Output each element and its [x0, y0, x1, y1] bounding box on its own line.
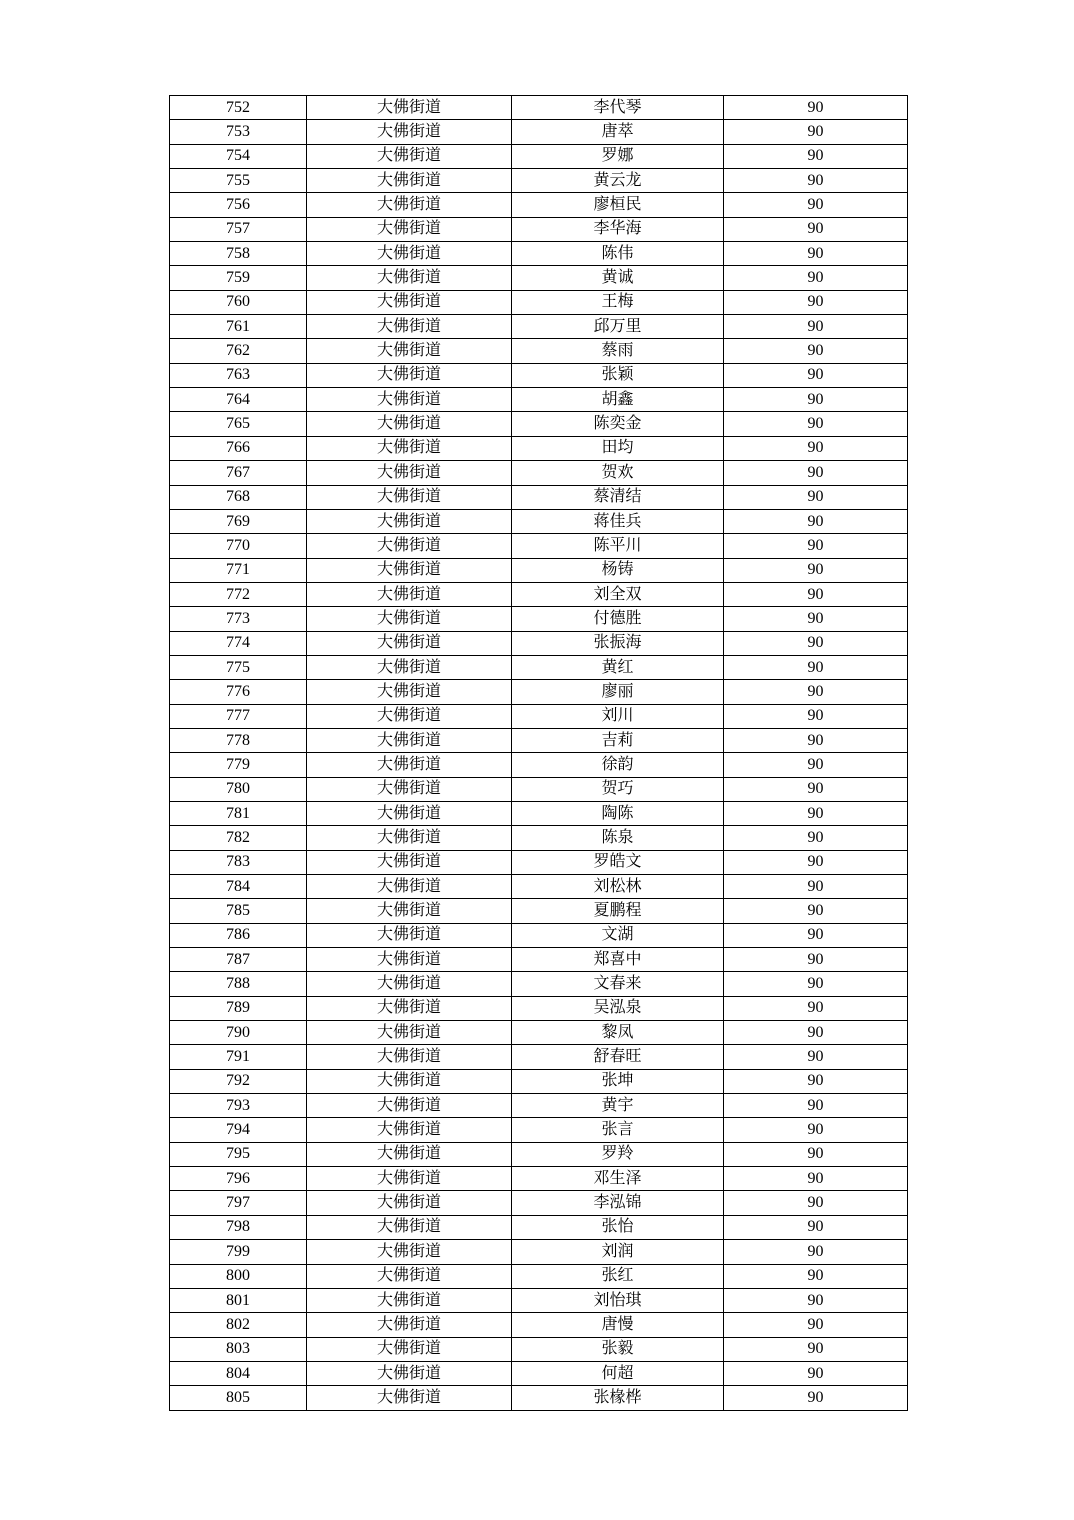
- cell-name: 唐萃: [512, 120, 724, 144]
- cell-serial-number: 787: [170, 948, 307, 972]
- cell-name: 罗娜: [512, 144, 724, 168]
- cell-name: 李华海: [512, 217, 724, 241]
- cell-serial-number: 757: [170, 217, 307, 241]
- table-row: [170, 217, 908, 241]
- cell-score: 90: [724, 1288, 908, 1312]
- table-row: [170, 509, 908, 533]
- cell-score: 90: [724, 193, 908, 217]
- cell-name: 李泓锦: [512, 1191, 724, 1215]
- cell-street: 大佛街道: [307, 923, 512, 947]
- cell-name: 张言: [512, 1118, 724, 1142]
- table-row: [170, 582, 908, 606]
- cell-score: 90: [724, 485, 908, 509]
- table-row: [170, 144, 908, 168]
- cell-serial-number: 778: [170, 728, 307, 752]
- cell-score: 90: [724, 777, 908, 801]
- table-row: [170, 1386, 908, 1410]
- cell-score: 90: [724, 363, 908, 387]
- table-row: [170, 1191, 908, 1215]
- table-row: [170, 1045, 908, 1069]
- table-row: [170, 266, 908, 290]
- table-row: [170, 607, 908, 631]
- cell-name: 刘全双: [512, 582, 724, 606]
- cell-serial-number: 784: [170, 875, 307, 899]
- cell-name: 刘川: [512, 704, 724, 728]
- cell-score: 90: [724, 461, 908, 485]
- cell-name: 张毅: [512, 1337, 724, 1361]
- cell-serial-number: 802: [170, 1313, 307, 1337]
- cell-score: 90: [724, 728, 908, 752]
- cell-name: 陶陈: [512, 801, 724, 825]
- cell-score: 90: [724, 680, 908, 704]
- roster-table: [169, 95, 908, 1411]
- table-row: [170, 96, 908, 120]
- cell-serial-number: 755: [170, 169, 307, 193]
- cell-street: 大佛街道: [307, 607, 512, 631]
- cell-street: 大佛街道: [307, 242, 512, 266]
- cell-name: 廖桓民: [512, 193, 724, 217]
- cell-name: 唐慢: [512, 1313, 724, 1337]
- cell-name: 贺欢: [512, 461, 724, 485]
- cell-name: 贺巧: [512, 777, 724, 801]
- cell-serial-number: 775: [170, 655, 307, 679]
- cell-name: 郑喜中: [512, 948, 724, 972]
- cell-score: 90: [724, 1386, 908, 1410]
- cell-street: 大佛街道: [307, 339, 512, 363]
- cell-street: 大佛街道: [307, 777, 512, 801]
- cell-score: 90: [724, 972, 908, 996]
- table-row: [170, 412, 908, 436]
- cell-score: 90: [724, 631, 908, 655]
- cell-name: 陈伟: [512, 242, 724, 266]
- table-row: [170, 826, 908, 850]
- cell-street: 大佛街道: [307, 217, 512, 241]
- cell-name: 黄宇: [512, 1094, 724, 1118]
- cell-street: 大佛街道: [307, 899, 512, 923]
- table-row: [170, 388, 908, 412]
- cell-street: 大佛街道: [307, 412, 512, 436]
- cell-street: 大佛街道: [307, 1215, 512, 1239]
- cell-street: 大佛街道: [307, 1337, 512, 1361]
- cell-street: 大佛街道: [307, 436, 512, 460]
- cell-street: 大佛街道: [307, 826, 512, 850]
- table-row: [170, 193, 908, 217]
- table-row: [170, 290, 908, 314]
- cell-serial-number: 756: [170, 193, 307, 217]
- table-row: [170, 485, 908, 509]
- cell-score: 90: [724, 1191, 908, 1215]
- table-row: [170, 169, 908, 193]
- table-row: [170, 1167, 908, 1191]
- cell-name: 付德胜: [512, 607, 724, 631]
- cell-score: 90: [724, 436, 908, 460]
- table-row: [170, 948, 908, 972]
- table-row: [170, 655, 908, 679]
- cell-name: 刘润: [512, 1240, 724, 1264]
- cell-street: 大佛街道: [307, 485, 512, 509]
- cell-street: 大佛街道: [307, 120, 512, 144]
- cell-serial-number: 794: [170, 1118, 307, 1142]
- table-row: [170, 1337, 908, 1361]
- cell-serial-number: 805: [170, 1386, 307, 1410]
- cell-name: 胡鑫: [512, 388, 724, 412]
- cell-score: 90: [724, 169, 908, 193]
- cell-score: 90: [724, 217, 908, 241]
- cell-score: 90: [724, 875, 908, 899]
- cell-street: 大佛街道: [307, 655, 512, 679]
- cell-street: 大佛街道: [307, 193, 512, 217]
- cell-serial-number: 785: [170, 899, 307, 923]
- cell-street: 大佛街道: [307, 1386, 512, 1410]
- table-row: [170, 801, 908, 825]
- cell-score: 90: [724, 266, 908, 290]
- table-row: [170, 1313, 908, 1337]
- cell-street: 大佛街道: [307, 363, 512, 387]
- cell-serial-number: 754: [170, 144, 307, 168]
- cell-name: 张振海: [512, 631, 724, 655]
- cell-name: 刘怡琪: [512, 1288, 724, 1312]
- cell-street: 大佛街道: [307, 388, 512, 412]
- cell-street: 大佛街道: [307, 728, 512, 752]
- cell-street: 大佛街道: [307, 1288, 512, 1312]
- cell-street: 大佛街道: [307, 1361, 512, 1385]
- cell-street: 大佛街道: [307, 144, 512, 168]
- table-row: [170, 875, 908, 899]
- cell-score: 90: [724, 655, 908, 679]
- cell-name: 邱万里: [512, 315, 724, 339]
- table-row: [170, 1021, 908, 1045]
- cell-name: 罗皓文: [512, 850, 724, 874]
- cell-score: 90: [724, 558, 908, 582]
- cell-street: 大佛街道: [307, 1069, 512, 1093]
- cell-name: 陈泉: [512, 826, 724, 850]
- cell-score: 90: [724, 242, 908, 266]
- table-row: [170, 461, 908, 485]
- cell-name: 陈奕金: [512, 412, 724, 436]
- table-row: [170, 558, 908, 582]
- cell-serial-number: 753: [170, 120, 307, 144]
- cell-name: 黄诚: [512, 266, 724, 290]
- table-row: [170, 850, 908, 874]
- cell-name: 张坤: [512, 1069, 724, 1093]
- cell-name: 文湖: [512, 923, 724, 947]
- cell-score: 90: [724, 412, 908, 436]
- cell-serial-number: 768: [170, 485, 307, 509]
- cell-serial-number: 783: [170, 850, 307, 874]
- cell-serial-number: 798: [170, 1215, 307, 1239]
- cell-score: 90: [724, 388, 908, 412]
- table-row: [170, 631, 908, 655]
- cell-name: 舒春旺: [512, 1045, 724, 1069]
- cell-street: 大佛街道: [307, 1264, 512, 1288]
- cell-serial-number: 801: [170, 1288, 307, 1312]
- table-row: [170, 1069, 908, 1093]
- cell-street: 大佛街道: [307, 582, 512, 606]
- cell-serial-number: 777: [170, 704, 307, 728]
- cell-score: 90: [724, 1021, 908, 1045]
- cell-name: 邓生泽: [512, 1167, 724, 1191]
- cell-score: 90: [724, 1167, 908, 1191]
- cell-name: 张颖: [512, 363, 724, 387]
- cell-street: 大佛街道: [307, 1167, 512, 1191]
- cell-score: 90: [724, 1118, 908, 1142]
- cell-name: 罗羚: [512, 1142, 724, 1166]
- cell-street: 大佛街道: [307, 875, 512, 899]
- table-row: [170, 777, 908, 801]
- cell-serial-number: 772: [170, 582, 307, 606]
- cell-serial-number: 782: [170, 826, 307, 850]
- table-row: [170, 1240, 908, 1264]
- table-row: [170, 704, 908, 728]
- table-row: [170, 1142, 908, 1166]
- cell-score: 90: [724, 1045, 908, 1069]
- cell-serial-number: 793: [170, 1094, 307, 1118]
- cell-name: 黄云龙: [512, 169, 724, 193]
- cell-serial-number: 764: [170, 388, 307, 412]
- cell-serial-number: 767: [170, 461, 307, 485]
- cell-serial-number: 786: [170, 923, 307, 947]
- cell-score: 90: [724, 290, 908, 314]
- cell-serial-number: 797: [170, 1191, 307, 1215]
- table-body: [170, 96, 908, 1411]
- cell-name: 蔡清结: [512, 485, 724, 509]
- cell-score: 90: [724, 1264, 908, 1288]
- cell-score: 90: [724, 339, 908, 363]
- cell-score: 90: [724, 509, 908, 533]
- cell-serial-number: 769: [170, 509, 307, 533]
- cell-street: 大佛街道: [307, 680, 512, 704]
- cell-score: 90: [724, 704, 908, 728]
- cell-name: 李代琴: [512, 96, 724, 120]
- cell-serial-number: 752: [170, 96, 307, 120]
- cell-street: 大佛街道: [307, 1118, 512, 1142]
- cell-serial-number: 763: [170, 363, 307, 387]
- table-row: [170, 363, 908, 387]
- cell-score: 90: [724, 1142, 908, 1166]
- table-row: [170, 1118, 908, 1142]
- roster-table-container: [169, 95, 907, 1411]
- cell-street: 大佛街道: [307, 704, 512, 728]
- cell-name: 田均: [512, 436, 724, 460]
- cell-street: 大佛街道: [307, 1240, 512, 1264]
- cell-serial-number: 759: [170, 266, 307, 290]
- cell-name: 文春来: [512, 972, 724, 996]
- table-row: [170, 680, 908, 704]
- cell-name: 张椽桦: [512, 1386, 724, 1410]
- cell-name: 陈平川: [512, 534, 724, 558]
- cell-score: 90: [724, 850, 908, 874]
- cell-serial-number: 780: [170, 777, 307, 801]
- cell-street: 大佛街道: [307, 558, 512, 582]
- cell-serial-number: 788: [170, 972, 307, 996]
- cell-serial-number: 796: [170, 1167, 307, 1191]
- cell-name: 蔡雨: [512, 339, 724, 363]
- cell-name: 蒋佳兵: [512, 509, 724, 533]
- cell-name: 徐韵: [512, 753, 724, 777]
- table-row: [170, 1288, 908, 1312]
- cell-score: 90: [724, 1215, 908, 1239]
- cell-name: 夏鹏程: [512, 899, 724, 923]
- cell-serial-number: 760: [170, 290, 307, 314]
- table-row: [170, 339, 908, 363]
- cell-score: 90: [724, 1240, 908, 1264]
- cell-street: 大佛街道: [307, 290, 512, 314]
- cell-street: 大佛街道: [307, 948, 512, 972]
- cell-street: 大佛街道: [307, 1191, 512, 1215]
- cell-name: 黎凤: [512, 1021, 724, 1045]
- cell-serial-number: 758: [170, 242, 307, 266]
- cell-street: 大佛街道: [307, 509, 512, 533]
- table-row: [170, 315, 908, 339]
- cell-street: 大佛街道: [307, 169, 512, 193]
- table-row: [170, 753, 908, 777]
- table-row: [170, 1264, 908, 1288]
- cell-serial-number: 804: [170, 1361, 307, 1385]
- cell-score: 90: [724, 1361, 908, 1385]
- table-row: [170, 899, 908, 923]
- cell-serial-number: 776: [170, 680, 307, 704]
- cell-name: 廖丽: [512, 680, 724, 704]
- cell-street: 大佛街道: [307, 266, 512, 290]
- cell-name: 张红: [512, 1264, 724, 1288]
- cell-score: 90: [724, 1337, 908, 1361]
- cell-score: 90: [724, 96, 908, 120]
- cell-score: 90: [724, 582, 908, 606]
- table-row: [170, 1094, 908, 1118]
- cell-street: 大佛街道: [307, 631, 512, 655]
- cell-serial-number: 799: [170, 1240, 307, 1264]
- cell-score: 90: [724, 1069, 908, 1093]
- cell-score: 90: [724, 948, 908, 972]
- table-row: [170, 1361, 908, 1385]
- cell-name: 黄红: [512, 655, 724, 679]
- cell-name: 吉莉: [512, 728, 724, 752]
- cell-score: 90: [724, 801, 908, 825]
- cell-score: 90: [724, 120, 908, 144]
- cell-score: 90: [724, 826, 908, 850]
- cell-score: 90: [724, 996, 908, 1020]
- cell-score: 90: [724, 534, 908, 558]
- cell-serial-number: 762: [170, 339, 307, 363]
- cell-name: 何超: [512, 1361, 724, 1385]
- cell-serial-number: 789: [170, 996, 307, 1020]
- cell-name: 王梅: [512, 290, 724, 314]
- cell-serial-number: 779: [170, 753, 307, 777]
- cell-serial-number: 795: [170, 1142, 307, 1166]
- table-row: [170, 120, 908, 144]
- cell-serial-number: 766: [170, 436, 307, 460]
- cell-serial-number: 781: [170, 801, 307, 825]
- cell-serial-number: 774: [170, 631, 307, 655]
- table-row: [170, 242, 908, 266]
- cell-street: 大佛街道: [307, 1313, 512, 1337]
- cell-score: 90: [724, 1094, 908, 1118]
- table-row: [170, 996, 908, 1020]
- cell-score: 90: [724, 144, 908, 168]
- cell-name: 刘松林: [512, 875, 724, 899]
- cell-serial-number: 791: [170, 1045, 307, 1069]
- cell-street: 大佛街道: [307, 996, 512, 1020]
- cell-street: 大佛街道: [307, 315, 512, 339]
- cell-serial-number: 771: [170, 558, 307, 582]
- cell-serial-number: 792: [170, 1069, 307, 1093]
- cell-serial-number: 803: [170, 1337, 307, 1361]
- cell-score: 90: [724, 1313, 908, 1337]
- cell-serial-number: 800: [170, 1264, 307, 1288]
- table-row: [170, 436, 908, 460]
- table-row: [170, 923, 908, 947]
- cell-name: 杨铸: [512, 558, 724, 582]
- cell-serial-number: 765: [170, 412, 307, 436]
- table-row: [170, 972, 908, 996]
- cell-street: 大佛街道: [307, 850, 512, 874]
- table-row: [170, 534, 908, 558]
- cell-name: 吴泓泉: [512, 996, 724, 1020]
- cell-score: 90: [724, 753, 908, 777]
- table-row: [170, 1215, 908, 1239]
- cell-street: 大佛街道: [307, 461, 512, 485]
- table-row: [170, 728, 908, 752]
- cell-serial-number: 790: [170, 1021, 307, 1045]
- cell-serial-number: 770: [170, 534, 307, 558]
- cell-score: 90: [724, 899, 908, 923]
- cell-street: 大佛街道: [307, 534, 512, 558]
- cell-street: 大佛街道: [307, 753, 512, 777]
- cell-street: 大佛街道: [307, 96, 512, 120]
- cell-score: 90: [724, 607, 908, 631]
- cell-street: 大佛街道: [307, 1142, 512, 1166]
- cell-score: 90: [724, 315, 908, 339]
- cell-serial-number: 773: [170, 607, 307, 631]
- cell-name: 张怡: [512, 1215, 724, 1239]
- cell-street: 大佛街道: [307, 972, 512, 996]
- cell-street: 大佛街道: [307, 801, 512, 825]
- cell-street: 大佛街道: [307, 1094, 512, 1118]
- cell-street: 大佛街道: [307, 1021, 512, 1045]
- cell-score: 90: [724, 923, 908, 947]
- cell-street: 大佛街道: [307, 1045, 512, 1069]
- cell-serial-number: 761: [170, 315, 307, 339]
